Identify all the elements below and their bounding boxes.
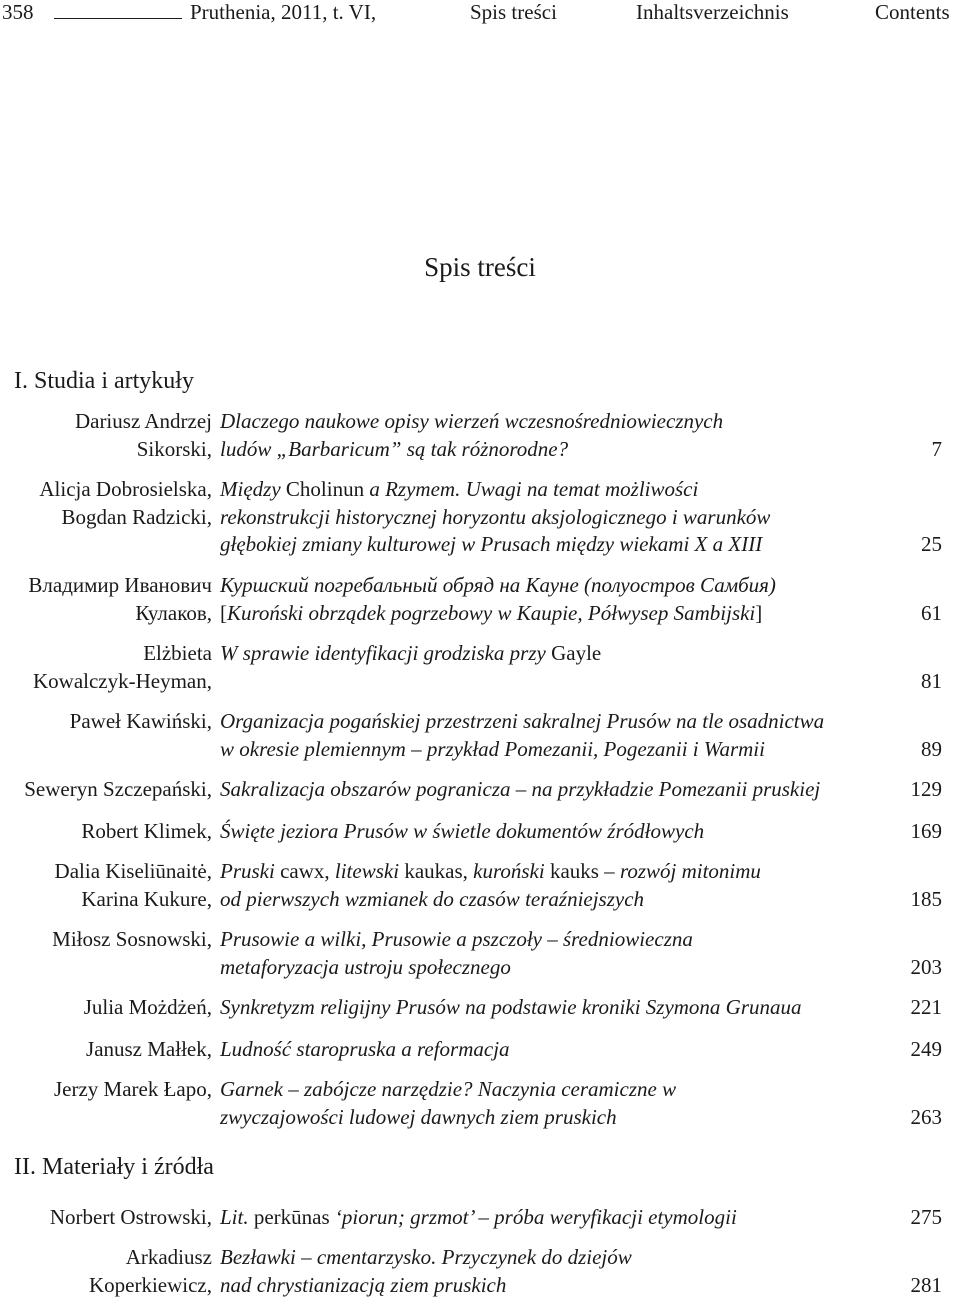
title-segment: metaforyzacja ustroju społecznego (220, 954, 511, 979)
title-segment: ] (755, 600, 763, 625)
page-title: Spis treści (424, 252, 536, 282)
entry-author: Janusz Małłek, (86, 1037, 212, 1061)
title-segment: od pierwszych wzmianek do czasów teraźniejszych (220, 886, 645, 911)
toc-line (0, 1244, 960, 1272)
section-heading: II. Materiały i źródła (14, 1154, 214, 1180)
title-segment: Ludność staropruska a reformacja (220, 1037, 510, 1061)
title-segment: Garnek – zabójcze narzędzie? Naczynia ceramiczne w (220, 1077, 677, 1101)
entry-author: Julia Możdżeń, (83, 995, 212, 1019)
entry-page-number: 281 (910, 1272, 942, 1297)
toc-line (0, 640, 960, 668)
toc-line (0, 436, 960, 464)
entry-title (220, 818, 704, 846)
toc-line (0, 994, 960, 1022)
entry-author: Arkadiusz (125, 1245, 212, 1269)
title-segment: zwyczajowości ludowej dawnych ziem pruskich (220, 1104, 617, 1129)
title-segment: Gayle (551, 641, 602, 665)
journal-citation: Pruthenia, 2011, t. VI, (190, 0, 377, 24)
entry-title (220, 1104, 617, 1132)
title-segment: Bezławki – cmentarzysko. Przyczynek do dziejów (220, 1245, 632, 1269)
header-label-pl: Spis treści (470, 0, 557, 24)
entry-title (220, 572, 776, 600)
title-segment: Sakralizacja obszarów pogranicza – na przykładzie Pomezanii pruskiej (220, 777, 821, 801)
title-segment: Lit. (220, 1205, 254, 1229)
entry-page-number: 249 (910, 1037, 942, 1061)
entry-author: Koperkiewicz, (88, 1272, 212, 1297)
toc-entry (0, 858, 960, 913)
entry-title (220, 1204, 737, 1232)
entry-title (220, 708, 824, 736)
toc-line (0, 818, 960, 846)
entry-title (220, 926, 693, 954)
entry-page-number: 81 (921, 668, 942, 693)
entry-page-number: 25 (921, 532, 942, 556)
title-segment: rozwój mitonimu (619, 859, 761, 883)
entry-title (220, 408, 723, 436)
toc-entry (0, 1204, 960, 1232)
entry-author: Jerzy Marek Łapo, (53, 1077, 212, 1101)
entry-page-number: 263 (910, 1104, 942, 1129)
title-segment: kauks – (549, 859, 620, 883)
title-segment: w okresie plemiennym – przykład Pomezanii, Pogezanii i Warmii (220, 736, 765, 761)
toc-line (0, 1204, 960, 1232)
title-segment: cawx, (280, 859, 335, 883)
toc-line (0, 476, 960, 504)
toc-line (0, 1036, 960, 1064)
toc-line (0, 572, 960, 600)
entry-page-number: 275 (910, 1205, 942, 1229)
entry-title (220, 776, 820, 804)
entry-title (220, 1076, 676, 1104)
page-number: 358 (2, 0, 34, 24)
title-segment: ludów „Barbaricum” są tak różnorodne? (220, 436, 569, 461)
toc-line (0, 668, 960, 696)
toc-line (0, 954, 960, 982)
toc-line (0, 504, 960, 532)
toc-entry (0, 776, 960, 804)
toc-line (0, 736, 960, 764)
title-segment: Synkretyzm religijny Prusów na podstawie kroniki Szymona Grunaua (220, 995, 802, 1019)
toc-line (0, 408, 960, 436)
title-segment: Pruski (220, 859, 281, 883)
header-rule (54, 18, 182, 19)
title-segment: nad chrystianizacją ziem pruskich (220, 1272, 507, 1297)
entry-author: Alicja Dobrosielska, (39, 477, 212, 501)
entry-author: Miłosz Sosnowski, (52, 927, 212, 951)
entry-author: Karina Kukure, (81, 886, 212, 911)
entry-page-number: 203 (910, 954, 942, 979)
title-segment: a Rzymem. Uwagi na temat możliwości (364, 477, 699, 501)
entry-page-number: 7 (931, 436, 942, 461)
toc-line (0, 1272, 960, 1300)
toc-entry (0, 1076, 960, 1131)
toc-entry (0, 926, 960, 981)
entry-page-number: 61 (921, 600, 942, 625)
toc-entry (0, 572, 960, 627)
toc-line (0, 600, 960, 628)
entry-title (220, 1036, 510, 1064)
entry-author: Elżbieta (143, 641, 212, 665)
toc-line (0, 776, 960, 804)
entry-title (220, 1244, 632, 1272)
title-segment: głębokiej zmiany kulturowej w Prusach między wiekami X a XIII (220, 532, 763, 556)
running-head (2, 0, 960, 24)
toc-entry (0, 640, 960, 695)
toc-line (0, 1104, 960, 1132)
entry-author: Norbert Ostrowski, (49, 1205, 212, 1229)
entry-author: Kowalczyk-Heyman, (32, 668, 212, 693)
toc-line (0, 708, 960, 736)
entry-page-number: 129 (910, 777, 942, 801)
toc-line (0, 1076, 960, 1104)
entry-title (220, 736, 765, 764)
toc-entry (0, 476, 960, 559)
toc-entry (0, 708, 960, 763)
toc-entry (0, 818, 960, 846)
entry-title (220, 886, 644, 914)
title-segment: perkūnas (253, 1205, 335, 1229)
toc-line (0, 926, 960, 954)
entry-title (220, 1272, 506, 1300)
entry-title (220, 954, 511, 982)
title-segment: Cholinun (285, 477, 365, 501)
section-heading: I. Studia i artykuły (14, 368, 194, 394)
toc-entry (0, 994, 960, 1022)
entry-page-number: 89 (921, 736, 942, 761)
title-segment: W sprawie identyfikacji grodziska przy (220, 641, 552, 665)
toc-line (0, 531, 960, 559)
entry-page-number: 169 (910, 819, 942, 843)
title-segment: kuroński (473, 859, 550, 883)
title-segment: Куршский погребальный обряд на Кауне (полуостров Самбия) (220, 573, 776, 597)
entry-author: Кулаков, (135, 600, 212, 625)
toc-entry (0, 408, 960, 463)
title-segment: Między (220, 477, 286, 501)
entry-title (220, 531, 762, 559)
entry-title (220, 504, 770, 532)
toc-line (0, 886, 960, 914)
entry-title (220, 436, 568, 464)
title-segment: rekonstrukcji historycznej horyzontu aksjologicznego i warunków (220, 504, 771, 529)
title-segment: litewski (334, 859, 405, 883)
entry-author: Dalia Kiseliūnaitė, (54, 859, 212, 883)
title-segment: ‘piorun; grzmot’ – próba weryfikacji etymologii (334, 1205, 737, 1229)
toc-line (0, 858, 960, 886)
header-label-de: Inhaltsverzeichnis (636, 0, 789, 24)
entry-title (220, 994, 802, 1022)
title-segment: Prusowie a wilki, Prusowie a pszczoły – średniowieczna (220, 927, 693, 951)
entry-title (220, 858, 761, 886)
entry-title (220, 476, 698, 504)
title-segment: kaukas, (404, 859, 474, 883)
entry-page-number: 185 (910, 886, 942, 911)
toc-entry (0, 1036, 960, 1064)
title-segment: [ (220, 600, 227, 625)
entry-author: Dariusz Andrzej (74, 409, 212, 433)
entry-author: Robert Klimek, (81, 819, 212, 843)
entry-author: Bogdan Radzicki, (61, 504, 212, 529)
entry-author: Владимир Иванович (28, 573, 212, 597)
header-label-en: Contents (875, 0, 950, 24)
entry-title (220, 640, 601, 668)
entry-author: Paweł Kawiński, (69, 709, 212, 733)
toc-entry (0, 1244, 960, 1299)
title-segment: Święte jeziora Prusów w świetle dokumentów źródłowych (220, 819, 705, 843)
entry-page-number: 221 (910, 995, 942, 1019)
entry-author: Seweryn Szczepański, (24, 777, 212, 801)
title-segment: Kuroński obrządek pogrzebowy w Kaupie, Półwysep Sambijski (227, 600, 756, 625)
title-segment: Organizacja pogańskiej przestrzeni sakralnej Prusów na tle osadnictwa (220, 709, 825, 733)
entry-title (220, 600, 762, 628)
title-segment: Dlaczego naukowe opisy wierzeń wczesnośredniowiecznych (220, 409, 724, 433)
entry-author: Sikorski, (136, 436, 212, 461)
